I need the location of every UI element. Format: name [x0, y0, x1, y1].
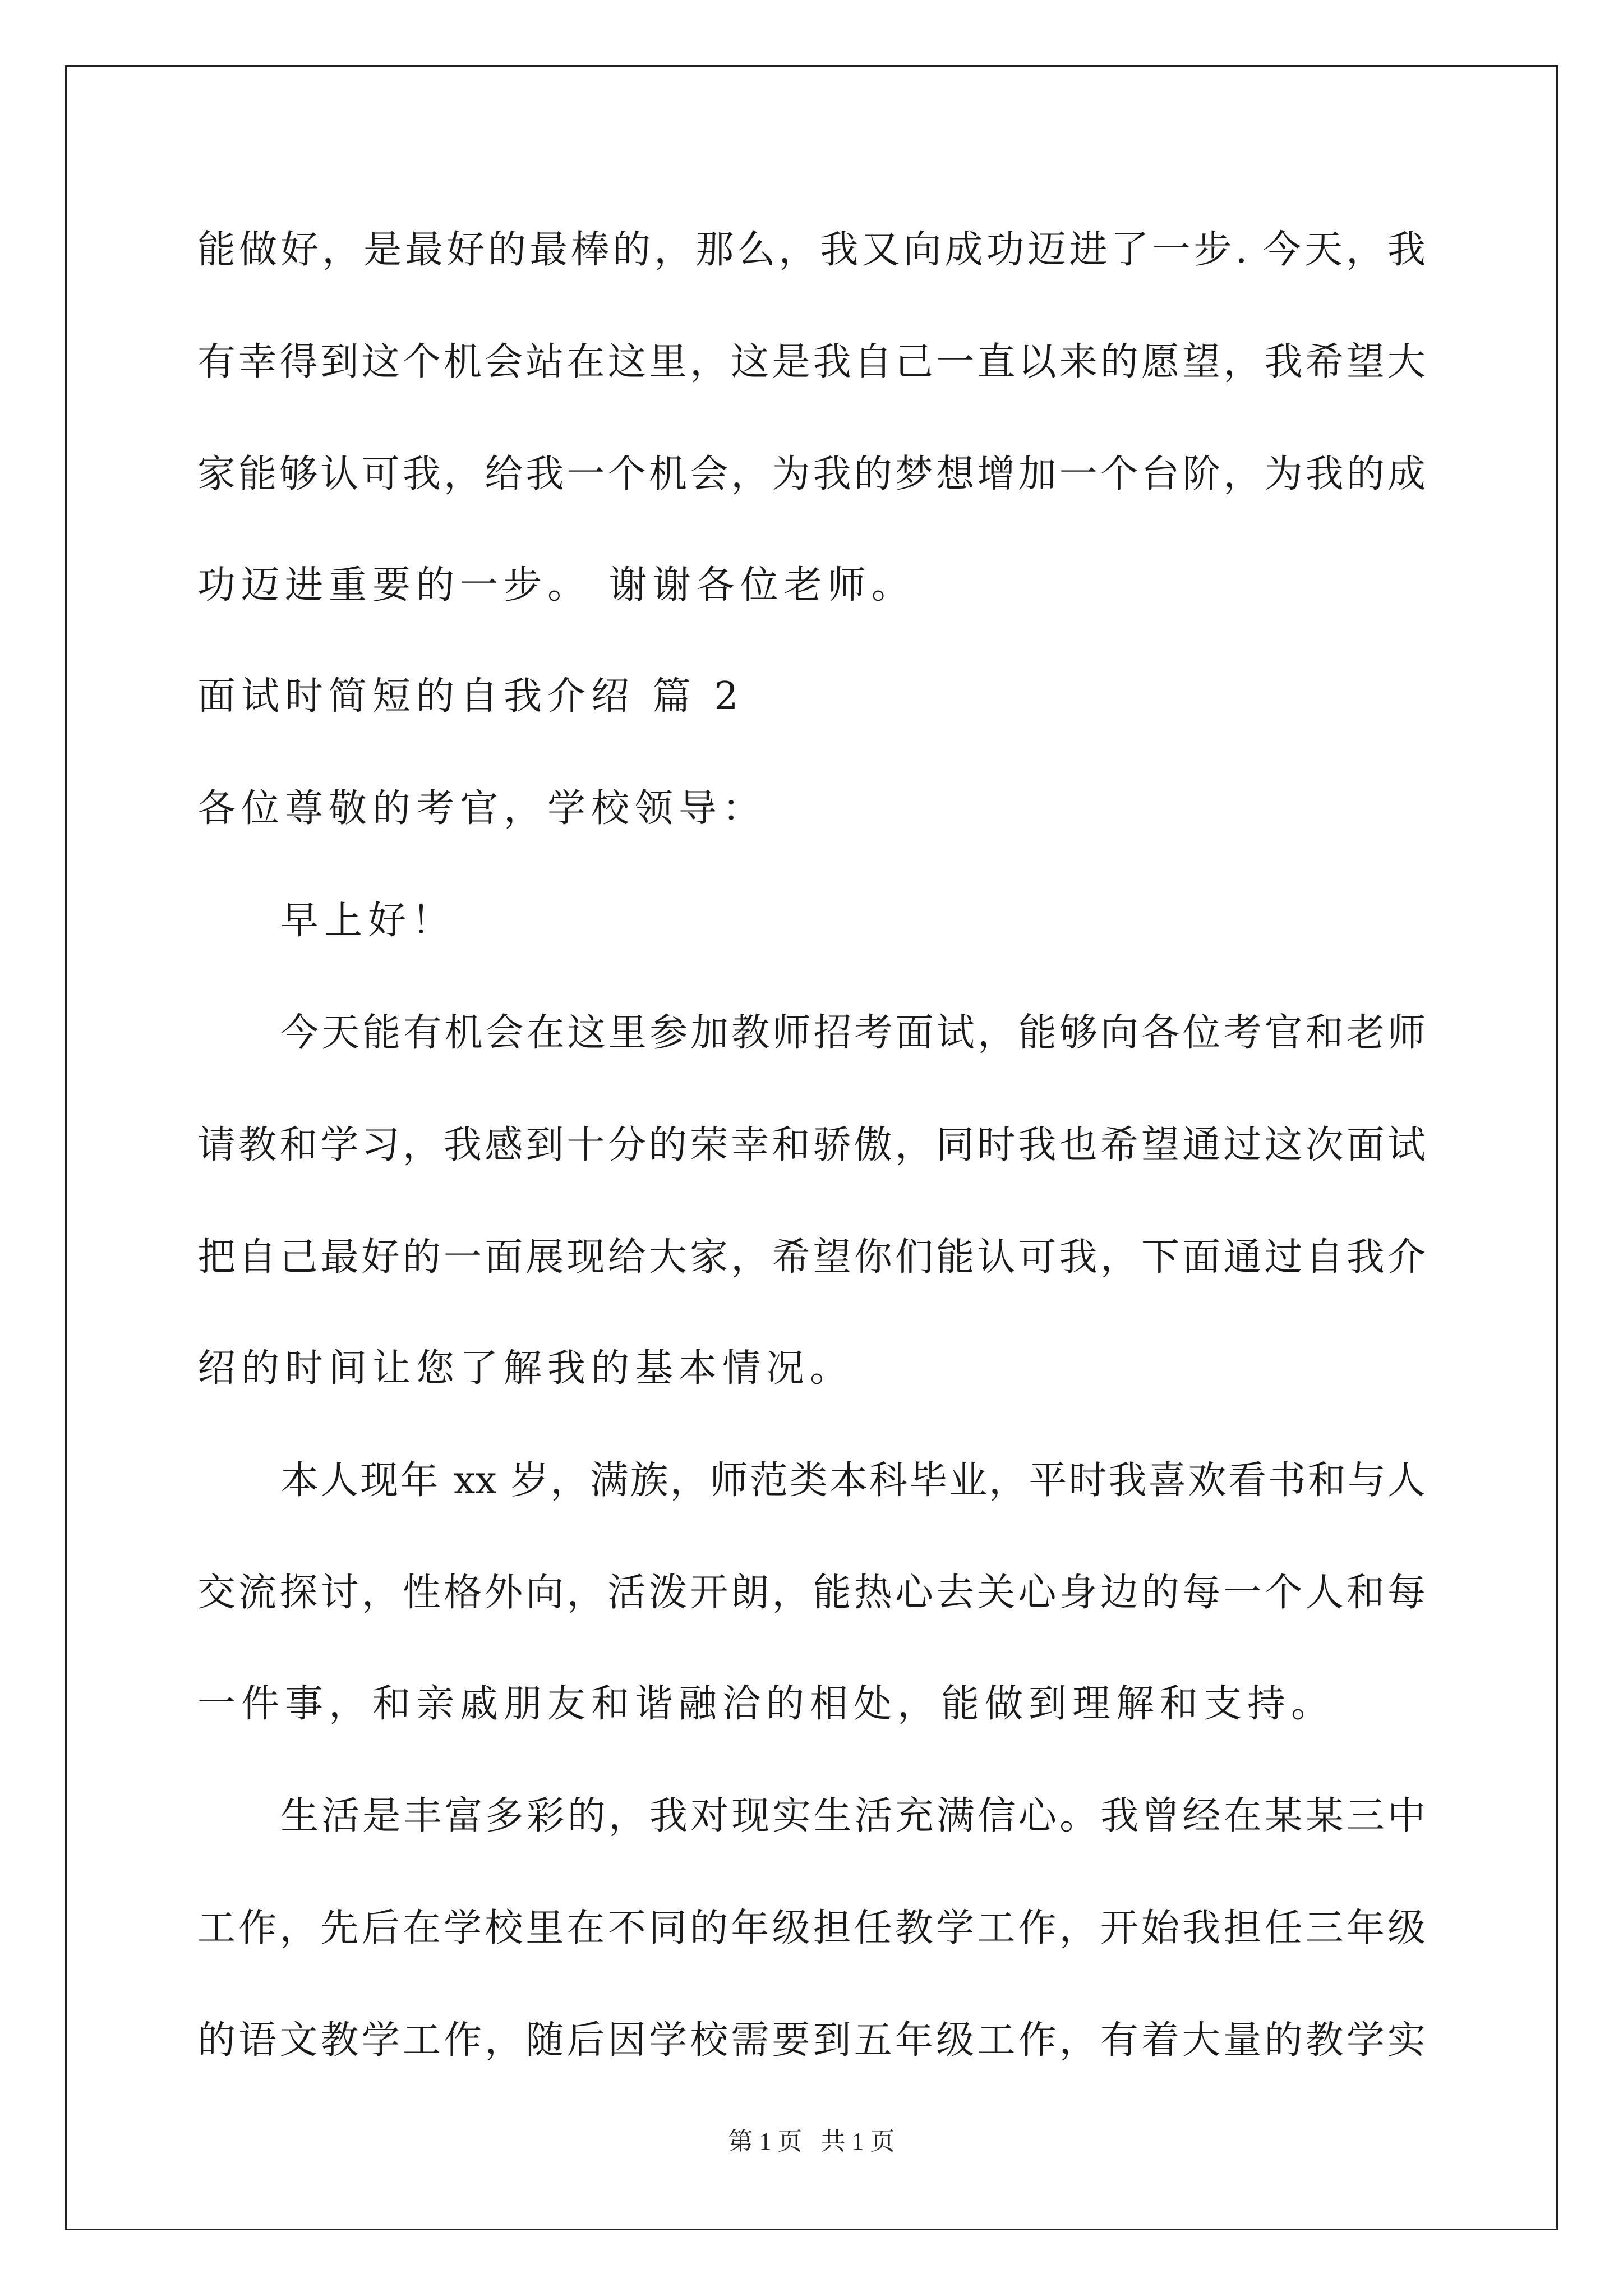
page-number: 第 1 页 共 1 页 [728, 2128, 895, 2155]
body-line: 的语文教学工作，随后因学校需要到五年级工作，有着大量的教学实 [197, 2018, 1426, 2063]
body-line: 生活是丰富多彩的，我对现实生活充满信心。我曾经在某某三中 [280, 1794, 1426, 1838]
greeting: 早上好！ [280, 899, 456, 943]
body-line: 今天能有机会在这里参加教师招考面试，能够向各位考官和老师 [280, 1011, 1426, 1055]
body-line: 把自己最好的一面展现给大家，希望你们能认可我，下面通过自我介 [197, 1235, 1426, 1280]
body-line: 能做好，是最好的最棒的，那么，我又向成功迈进了一步. 今天，我 [197, 228, 1426, 272]
body-line: 交流探讨，性格外向，活泼开朗，能热心去关心身边的每一个人和每 [197, 1571, 1426, 1615]
body-line: 有幸得到这个机会站在这里，这是我自己一直以来的愿望，我希望大 [197, 340, 1426, 384]
body-line: 工作，先后在学校里在不同的年级担任教学工作，开始我担任三年级 [197, 1906, 1426, 1950]
body-line: 功迈进重要的一步。 谢谢各位老师。 [197, 563, 915, 608]
body-line: 一件事，和亲戚朋友和谐融洽的相处，能做到理解和支持。 [197, 1682, 1335, 1726]
body-line: 绍的时间让您了解我的基本情况。 [197, 1346, 854, 1391]
body-line: 请教和学习，我感到十分的荣幸和骄傲，同时我也希望通过这次面试 [197, 1123, 1426, 1167]
body-line: 本人现年 xx 岁，满族，师范类本科毕业，平时我喜欢看书和与人 [280, 1458, 1426, 1503]
section-heading: 面试时简短的自我介绍 篇 2 [197, 674, 744, 719]
salutation: 各位尊敬的考官，学校领导： [197, 786, 767, 831]
body-line: 家能够认可我，给我一个机会，为我的梦想增加一个台阶，为我的成 [197, 452, 1426, 496]
